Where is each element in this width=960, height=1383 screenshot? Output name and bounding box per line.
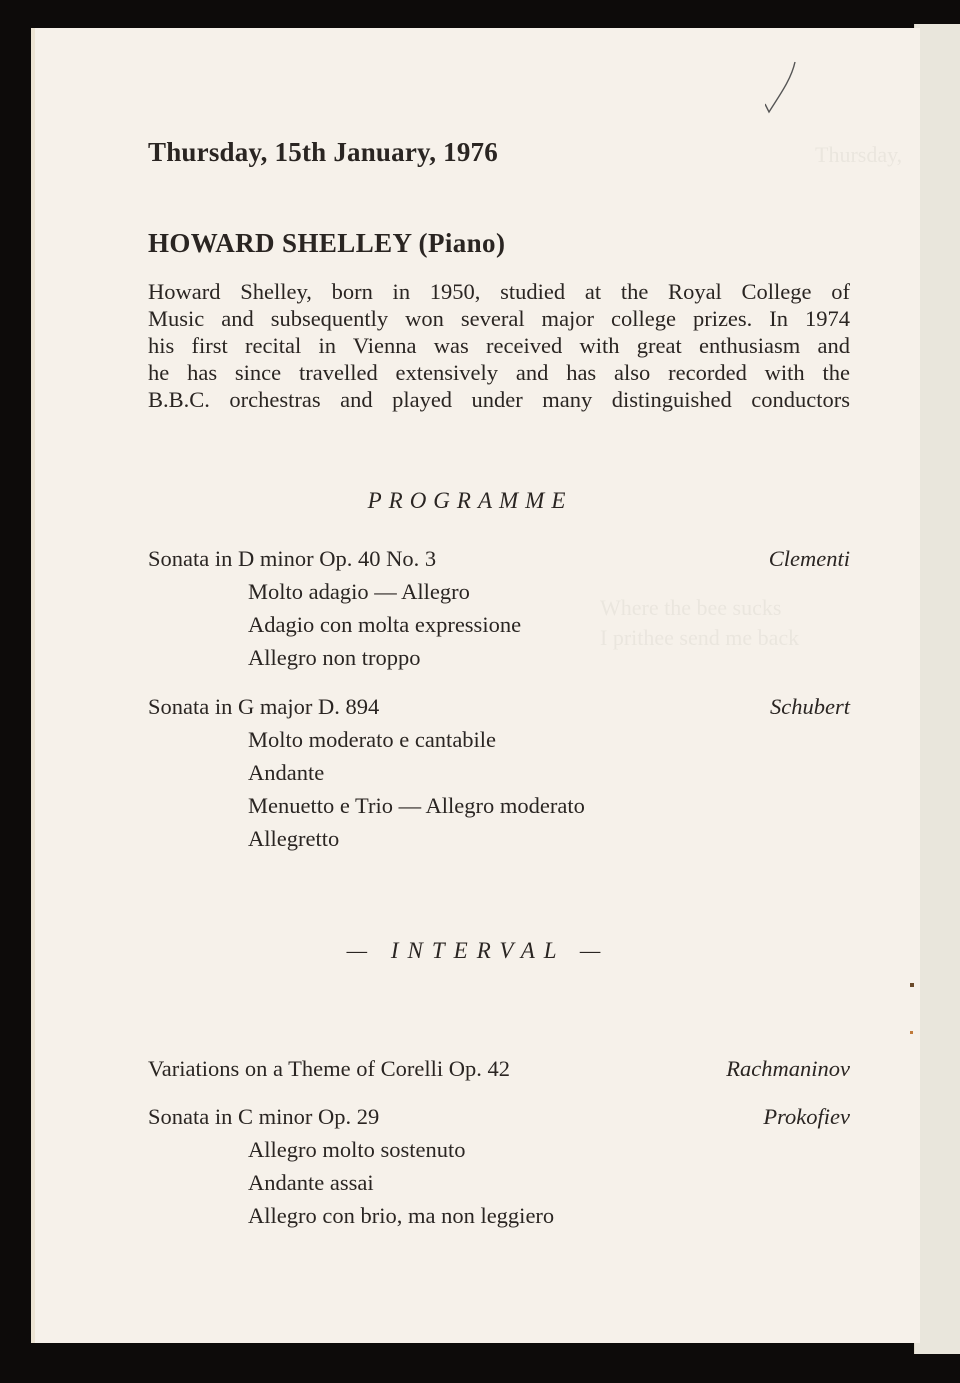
programme-work: [148, 542, 850, 674]
movement: Adagio con molta expressione: [248, 612, 522, 637]
movement: Allegro molto sostenuto: [248, 1137, 466, 1162]
composer: Clementi: [768, 546, 850, 571]
paper-speck: [910, 1031, 913, 1034]
movement: Molto adagio — Allegro: [248, 579, 470, 604]
bio-line: he has since travelled extensively and has also recorded with the: [148, 360, 850, 385]
composer: Rachmaninov: [726, 1056, 850, 1081]
artist-biography: [148, 278, 850, 413]
show-through-text: I prithee send me back: [600, 625, 800, 650]
movement: Menuetto e Trio — Allegro moderato: [248, 793, 585, 818]
movement: Andante: [248, 760, 325, 785]
composer: Prokofiev: [763, 1104, 850, 1129]
show-through-text: Where the bee sucks: [600, 595, 782, 620]
adjacent-page-edge: [914, 24, 960, 1354]
show-through-text: Thursday,: [815, 142, 903, 167]
work-title: Sonata in C minor Op. 29: [148, 1104, 380, 1129]
work-title: Variations on a Theme of Corelli Op. 42: [148, 1056, 511, 1081]
programme-work: [148, 1100, 850, 1232]
movement: Molto moderato e cantabile: [248, 727, 497, 752]
artist-heading: HOWARD SHELLEY (Piano): [148, 228, 506, 258]
bio-line: Music and subsequently won several major college prizes. In 1974: [148, 306, 850, 331]
bio-line: Howard Shelley, born in 1950, studied at the Royal College of: [148, 279, 850, 304]
movement: Allegro con brio, ma non leggiero: [248, 1203, 555, 1228]
programme-heading: PROGRAMME: [367, 488, 573, 513]
movement: Andante assai: [248, 1170, 374, 1195]
work-title: Sonata in D minor Op. 40 No. 3: [148, 546, 437, 571]
bio-line: B.B.C. orchestras and played under many distinguished conductors: [148, 387, 850, 412]
paper-speck: [910, 983, 914, 987]
concert-date: Thursday, 15th January, 1976: [148, 137, 498, 167]
interval-heading: — INTERVAL —: [346, 938, 610, 963]
movement: Allegretto: [248, 826, 340, 851]
composer: Schubert: [770, 694, 850, 719]
handwritten-tick-icon: [765, 60, 815, 120]
movement: Allegro non troppo: [248, 645, 421, 670]
work-title: Sonata in G major D. 894: [148, 694, 380, 719]
programme-work: [148, 1052, 850, 1085]
bio-line: his first recital in Vienna was received with great enthusiasm and: [148, 333, 850, 358]
programme-work: [148, 690, 850, 855]
